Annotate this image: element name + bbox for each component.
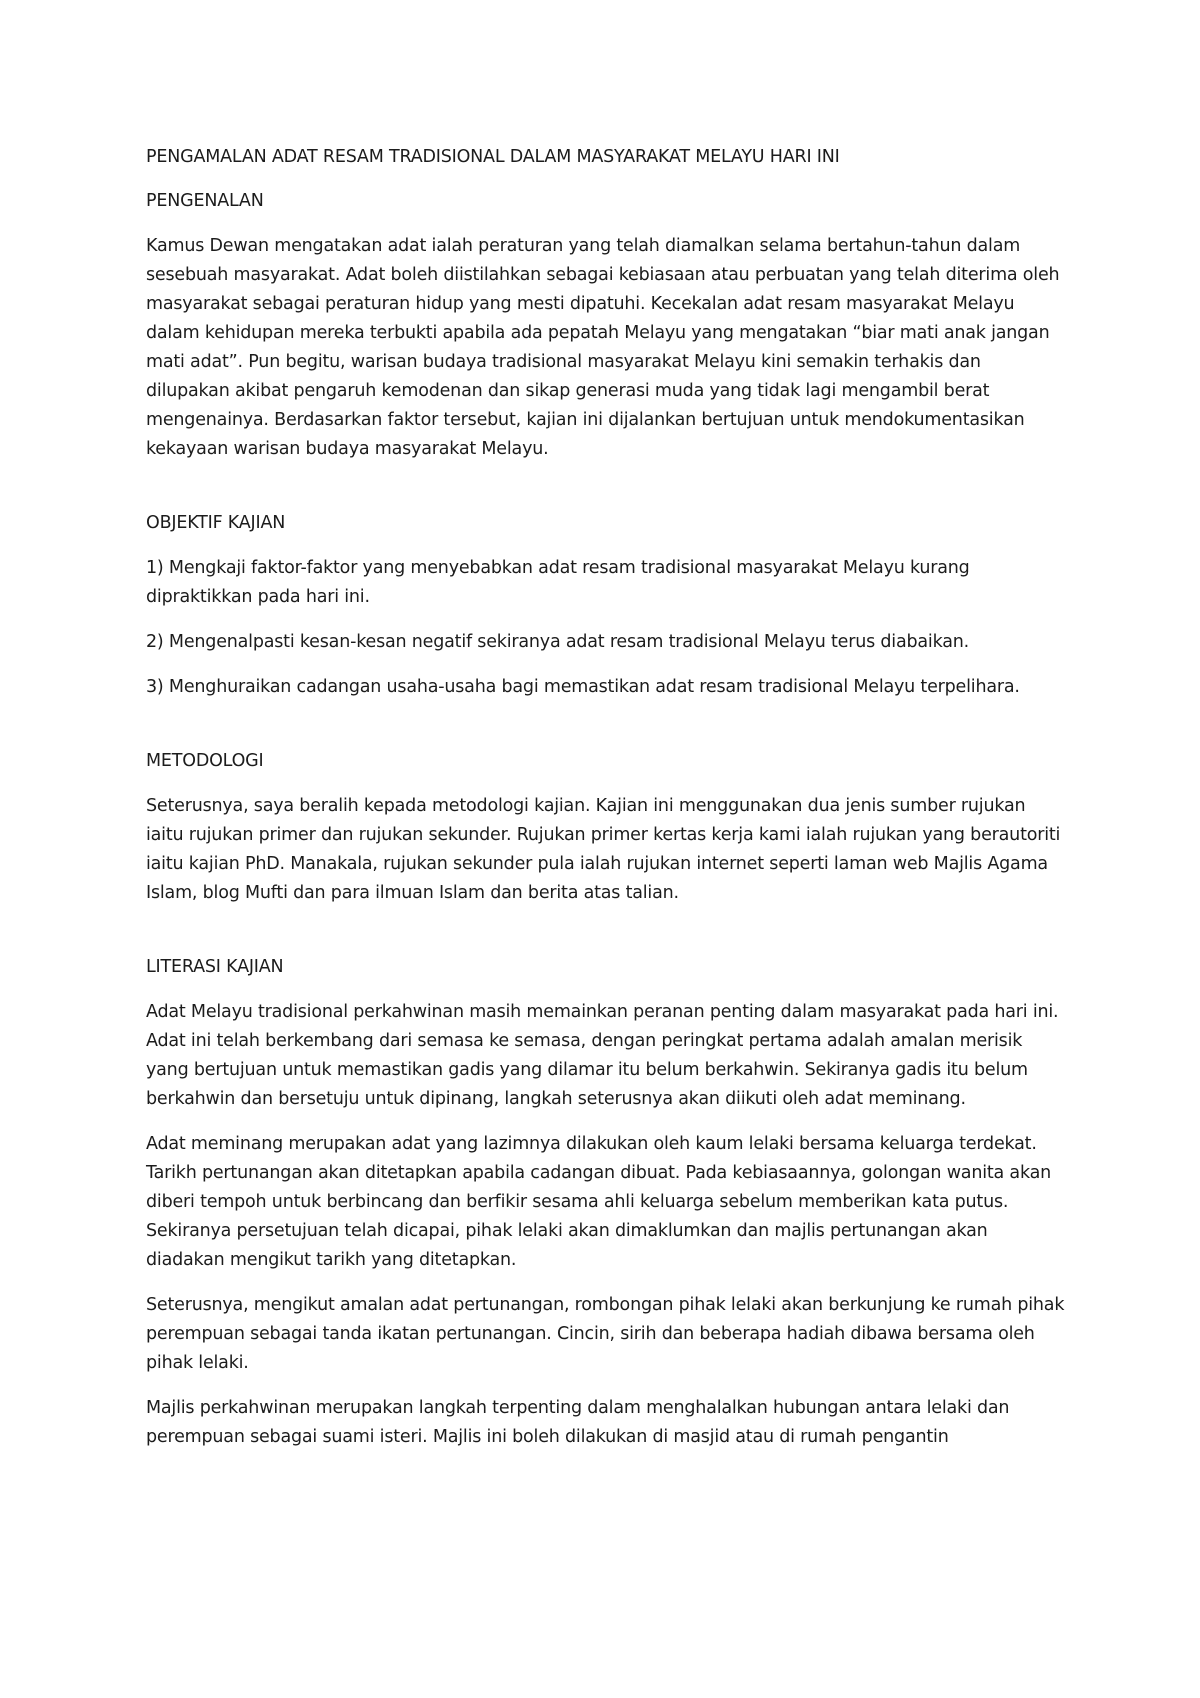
section-heading-literasi: LITERASI KAJIAN: [146, 957, 284, 977]
objective-item-3: 3) Menghuraikan cadangan usaha-usaha bagi memastikan adat resam tradisional Melayu terpelihara.: [146, 677, 1020, 697]
section-spacer: [146, 924, 1066, 953]
paragraph: Adat Melayu tradisional perkahwinan masih memainkan peranan penting dalam masyarakat pada hari ini. Adat ini telah berkembang dari semasa ke semasa, dengan peringkat pertama adalah amalan merisik yang bertujuan untuk memastikan gadis yang dilamar itu belum berkahwin. Sekiranya gadis itu belum berkahwin dan bersetuju untuk dipinang, langkah seterusnya akan diikuti oleh adat meminang.: [146, 1002, 1059, 1109]
section-spacer: [146, 480, 1066, 509]
objective-item-2: 2) Mengenalpasti kesan-kesan negatif sekiranya adat resam tradisional Melayu terus diabaikan.: [146, 632, 969, 652]
section-heading-objektif: OBJEKTIF KAJIAN: [146, 513, 286, 533]
paragraph: Seterusnya, mengikut amalan adat pertunangan, rombongan pihak lelaki akan berkunjung ke rumah pihak perempuan sebagai tanda ikatan pertunangan. Cincin, sirih dan beberapa hadiah dibawa bersama oleh pihak lelaki.: [146, 1295, 1065, 1373]
document-title: PENGAMALAN ADAT RESAM TRADISIONAL DALAM MASYARAKAT MELAYU HARI INI: [146, 147, 840, 167]
paragraph: Seterusnya, saya beralih kepada metodologi kajian. Kajian ini menggunakan dua jenis sumber rujukan iaitu rujukan primer dan rujukan sekunder. Rujukan primer kertas kerja kami ialah rujukan yang berautoriti iaitu kajian PhD. Manakala, rujukan sekunder pula ialah rujukan internet seperti laman web Majlis Agama Islam, blog Mufti dan para ilmuan Islam dan berita atas talian.: [146, 796, 1061, 903]
paragraph: Adat meminang merupakan adat yang lazimnya dilakukan oleh kaum lelaki bersama keluarga terdekat. Tarikh pertunangan akan ditetapkan apabila cadangan dibuat. Pada kebiasaannya, golongan wanita akan diberi tempoh untuk berbincang dan berfikir sesama ahli keluarga sebelum memberikan kata putus. Sekiranya persetujuan telah dicapai, pihak lelaki akan dimaklumkan dan majlis pertunangan akan diadakan mengikut tarikh yang ditetapkan.: [146, 1134, 1051, 1270]
paragraph: Majlis perkahwinan merupakan langkah terpenting dalam menghalalkan hubungan antara lelaki dan perempuan sebagai suami isteri. Majlis ini boleh dilakukan di masjid atau di rumah pengantin: [146, 1398, 1010, 1447]
section-heading-metodologi: METODOLOGI: [146, 751, 264, 771]
objective-item-1: 1) Mengkaji faktor-faktor yang menyebabkan adat resam tradisional masyarakat Melayu kurang dipraktikkan pada hari ini.: [146, 558, 970, 607]
document-body: [146, 143, 1066, 1468]
section-heading-pengenalan: PENGENALAN: [146, 191, 264, 211]
section-spacer: [146, 718, 1066, 747]
paragraph: Kamus Dewan mengatakan adat ialah peraturan yang telah diamalkan selama bertahun-tahun dalam sesebuah masyarakat. Adat boleh diistilahkan sebagai kebiasaan atau perbuatan yang telah diterima oleh masyarakat sebagai peraturan hidup yang mesti dipatuhi. Kecekalan adat resam masyarakat Melayu dalam kehidupan mereka terbukti apabila ada pepatah Melayu yang mengatakan “biar mati anak jangan mati adat”. Pun begitu, warisan budaya tradisional masyarakat Melayu kini semakin terhakis dan dilupakan akibat pengaruh kemodenan dan sikap generasi muda yang tidak lagi mengambil berat mengenainya. Berdasarkan faktor tersebut, kajian ini dijalankan bertujuan untuk mendokumentasikan kekayaan warisan budaya masyarakat Melayu.: [146, 236, 1060, 459]
